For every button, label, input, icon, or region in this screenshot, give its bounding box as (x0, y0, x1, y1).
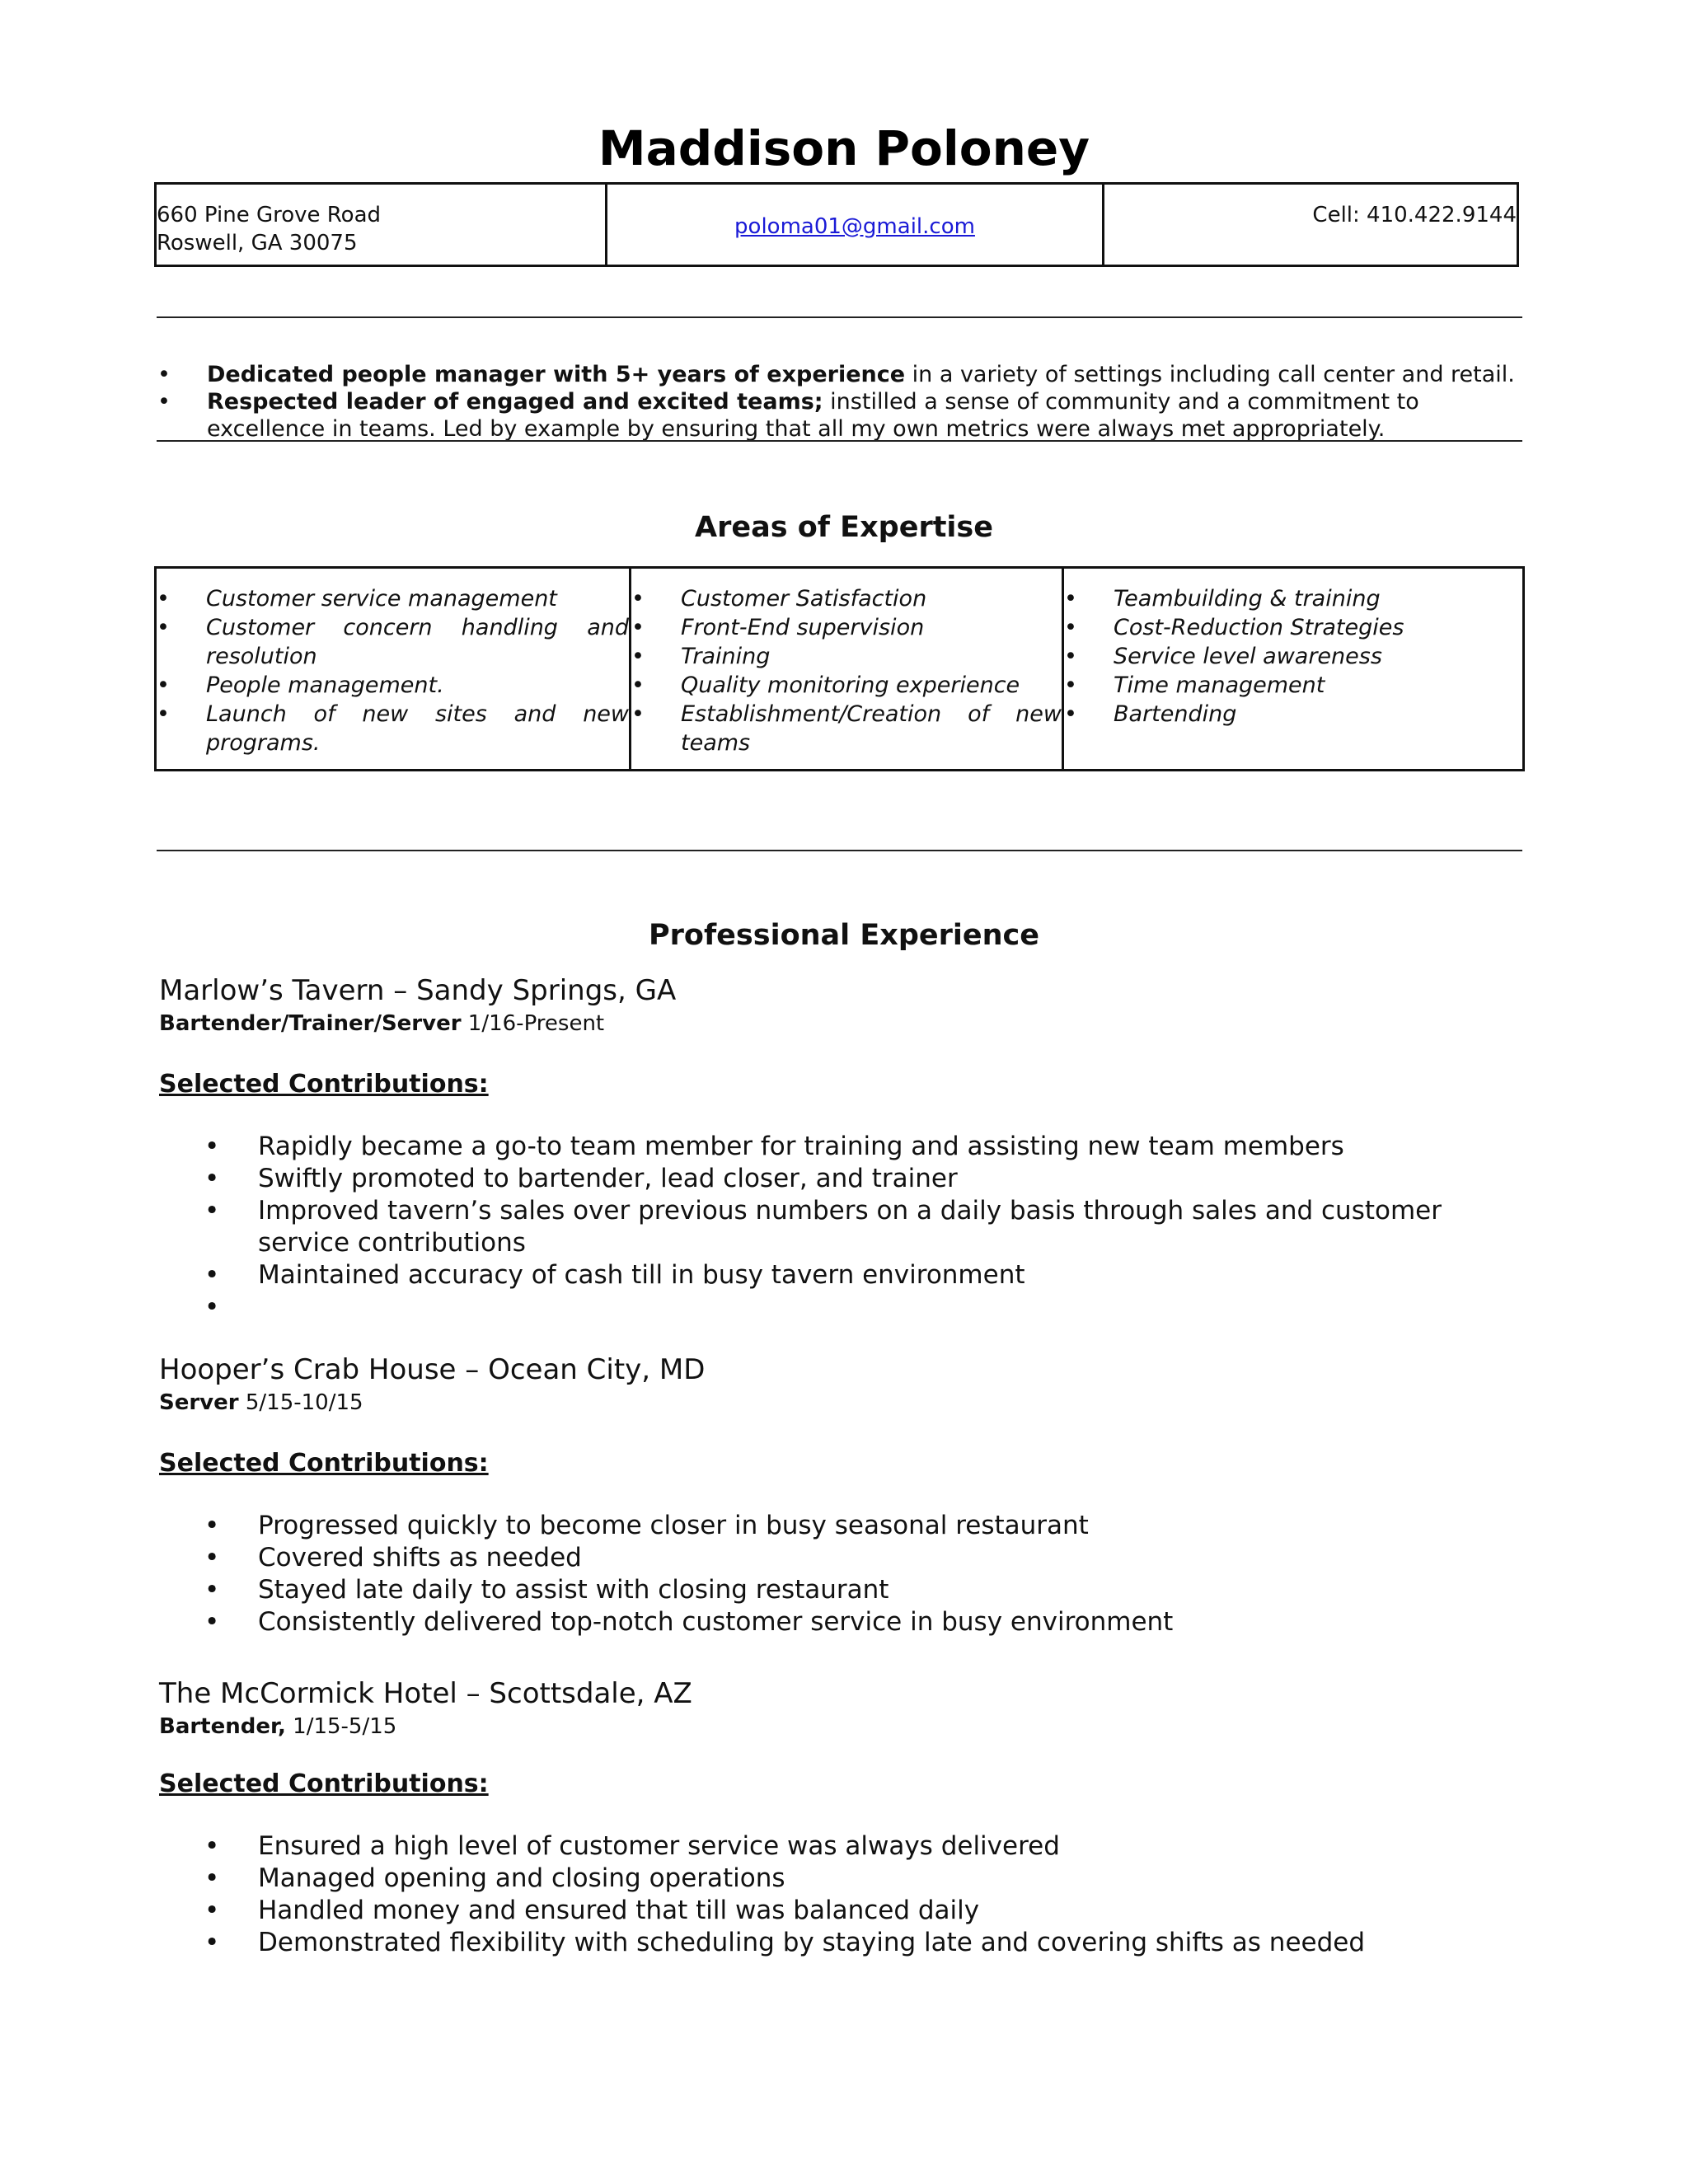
expertise-item: • Customer Satisfaction (631, 584, 1062, 613)
summary-item (154, 388, 1522, 443)
expertise-title: Areas of Expertise (694, 511, 993, 544)
expertise-item: • Launch of new sites and new programs. (157, 700, 629, 757)
job-dates: 1/15-5/15 (285, 1714, 397, 1739)
job-title: Server (159, 1390, 239, 1415)
job-employer: The McCormick Hotel – Scottsdale, AZ (159, 1677, 692, 1710)
job-title: Bartender/Trainer/Server (159, 1011, 462, 1036)
divider-2 (157, 440, 1522, 442)
contribution-item: • Maintained accuracy of cash till in busy tavern environment (159, 1259, 1527, 1291)
contribution-item: • Stayed late daily to assist with closing restaurant (159, 1574, 1527, 1606)
email-link[interactable]: poloma01@gmail.com (734, 214, 975, 239)
phone-cell (1104, 185, 1517, 265)
contributions-list (159, 1830, 1527, 1959)
job-title: Bartender, (159, 1714, 286, 1739)
expertise-item: • Establishment/Creation of new teams (631, 700, 1062, 757)
divider-1 (157, 316, 1522, 318)
expertise-item: • Time management (1064, 671, 1522, 700)
expertise-item: • People management. (157, 671, 629, 700)
contribution-item: • Demonstrated flexibility with scheduling by staying late and covering shifts as needed (159, 1927, 1527, 1959)
address-cell (157, 185, 607, 265)
expertise-item: • Service level awareness (1064, 642, 1522, 671)
summary-item-text: instilled a sense of community and a commitment to excellence in teams. Led by example by ensuring that all my own metrics were always met appropriately. (207, 389, 1419, 442)
summary-item-text: in a variety of settings including call center and retail. (905, 362, 1515, 387)
phone-number: Cell: 410.422.9144 (1312, 203, 1517, 227)
experience-title: Professional Experience (648, 919, 1040, 952)
candidate-name: Maddison Poloney (598, 120, 1090, 176)
contribution-item (159, 1291, 1527, 1324)
expertise-item: • Teambuilding & training (1064, 584, 1522, 613)
expertise-column-2 (631, 569, 1064, 769)
contribution-item: • Progressed quickly to become closer in busy seasonal restaurant (159, 1510, 1527, 1542)
job-employer: Marlow’s Tavern – Sandy Springs, GA (159, 974, 677, 1007)
summary-item-bold: Respected leader of engaged and excited teams; (207, 389, 823, 415)
contribution-item: • Ensured a high level of customer service was always delivered (159, 1830, 1527, 1863)
expertise-item: • Training (631, 642, 1062, 671)
job-employer: Hooper’s Crab House – Ocean City, MD (159, 1353, 706, 1386)
expertise-item: • Quality monitoring experience (631, 671, 1062, 700)
contact-table (154, 182, 1519, 267)
expertise-item: • Customer concern handling and resolution (157, 613, 629, 671)
job-dates: 5/15-10/15 (238, 1390, 363, 1415)
divider-3 (157, 850, 1522, 851)
contributions-heading: Selected Contributions: (159, 1769, 489, 1798)
job-dates: 1/16-Present (461, 1011, 605, 1036)
job-role (159, 1010, 604, 1038)
expertise-item: • Cost-Reduction Strategies (1064, 613, 1522, 642)
summary (154, 361, 1522, 443)
contribution-item: • Consistently delivered top-notch customer service in busy environment (159, 1606, 1527, 1638)
contribution-item: • Covered shifts as needed (159, 1542, 1527, 1574)
summary-item-bold: Dedicated people manager with 5+ years of experience (207, 362, 906, 387)
contributions-heading: Selected Contributions: (159, 1070, 489, 1099)
expertise-item: • Customer service management (157, 584, 629, 613)
contribution-item: • Swiftly promoted to bartender, lead closer, and trainer (159, 1163, 1527, 1195)
contributions-heading: Selected Contributions: (159, 1449, 489, 1478)
address-line-1: 660 Pine Grove Road (157, 203, 382, 227)
contribution-item: • Rapidly became a go-to team member for training and assisting new team members (159, 1131, 1527, 1163)
expertise-column-3 (1064, 569, 1522, 769)
job-role (159, 1389, 363, 1417)
summary-item (154, 361, 1522, 388)
contribution-item: • Managed opening and closing operations (159, 1863, 1527, 1895)
expertise-item: • Bartending (1064, 700, 1522, 729)
contributions-list (159, 1510, 1527, 1638)
contributions-list (159, 1131, 1527, 1324)
expertise-item: • Front-End supervision (631, 613, 1062, 642)
email-cell (607, 185, 1104, 265)
job-role (159, 1713, 396, 1741)
contribution-item: • Improved tavern’s sales over previous numbers on a daily basis through sales and customer service contributions (159, 1195, 1527, 1259)
expertise-column-1 (157, 569, 631, 769)
contribution-item: • Handled money and ensured that till was balanced daily (159, 1895, 1527, 1927)
address-line-2: Roswell, GA 30075 (157, 231, 358, 255)
expertise-table (154, 566, 1525, 771)
